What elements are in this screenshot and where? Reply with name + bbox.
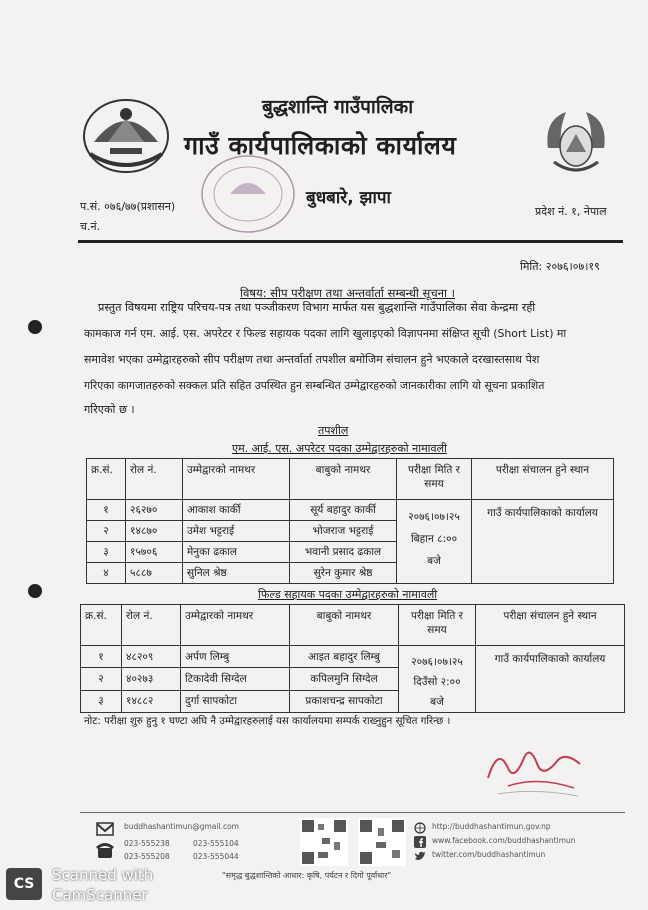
nepal-emblem-logo xyxy=(80,92,172,176)
office-stamp xyxy=(196,150,300,240)
cell-sn: ३ xyxy=(87,542,126,563)
cell-father: सूर्य बहादुर कार्की xyxy=(290,500,397,521)
table2-title: फिल्ड सहायक पदका उम्मेद्वारहरुको नामावली xyxy=(258,588,438,601)
cell-father: प्रकाशचन्द्र सापकोटा xyxy=(290,690,399,712)
table1-title: एम. आई. एस. अपरेटर पदका उम्मेद्वारहरुको नामावली xyxy=(232,442,447,455)
punch-hole xyxy=(28,320,42,334)
notice-subject: विषय: सीप परीक्षण तथा अन्तर्वार्ता सम्बन्धी सूचना । xyxy=(240,286,455,300)
cell-roll: १५७०६ xyxy=(126,542,183,563)
table-row xyxy=(87,500,614,521)
cell-candidate: टिकादेवी सिग्देल xyxy=(181,668,290,690)
cell-roll: ४८२०९ xyxy=(122,646,181,668)
notice-date: मिति: २०७६।०७।१९ xyxy=(520,260,600,273)
office-name: गाउँ कार्यपालिकाको कार्यालय xyxy=(184,131,457,160)
notice-note: नोट: परीक्षा शुरु हुनु १ घण्टा अघि नै उम्मेद्वारहरुलाई यस कार्यालयमा सम्पर्क राख्नुहुन सूचित गरिन्छ । xyxy=(84,716,451,727)
header-cell: क्र.सं. xyxy=(87,459,126,500)
reference-number: प.सं. ०७६/७७(प्रशासन) xyxy=(80,200,176,213)
cell-sn: ४ xyxy=(87,563,126,584)
exam-suffix: बजे xyxy=(427,555,441,567)
header-cell: क्र.सं. xyxy=(81,605,122,646)
twitter-icon xyxy=(414,850,426,862)
footer-website: http://buddhashantimun.gov.np xyxy=(432,822,551,831)
cell-roll: १४८७० xyxy=(126,521,183,542)
exam-clock: बिहान ८:०० xyxy=(410,533,458,545)
cell-candidate: उमेश भट्टराई xyxy=(183,521,290,542)
footer-facebook: www.facebook.com/buddhashantimun xyxy=(432,836,576,845)
dispatch-number: च.नं. xyxy=(80,220,101,233)
camscanner-logo: CS xyxy=(6,868,42,900)
cell-roll: ५८८७ xyxy=(126,563,183,584)
watermark-line2: CamScanner xyxy=(52,886,148,904)
municipality-logo xyxy=(540,108,612,178)
table-row xyxy=(81,646,625,668)
footer-twitter: twitter.com/buddhashantimun xyxy=(432,850,546,859)
body-line: समावेश भएका उम्मेद्वारहरुको सीप परीक्षण तथा अन्तर्वार्ता तपशील बमोजिम संचालन हुने भएकाले दरखास्तसाथ पेश xyxy=(84,353,540,366)
table-header-row xyxy=(87,459,614,500)
signature xyxy=(478,738,590,802)
footer-phone: 023-555104 xyxy=(193,839,239,848)
details-heading: तपशील xyxy=(318,424,349,437)
header-cell: परीक्षा संचालन हुने स्थान xyxy=(472,459,614,500)
footer-divider xyxy=(80,812,625,813)
qr-code xyxy=(300,818,348,866)
footer-slogan: "समृद्ध बुद्धशान्तिको आधार: कृषि, पर्यटन र दिगो पूर्वाधार" xyxy=(222,871,392,880)
table-header-row xyxy=(81,605,625,646)
cell-father: भवानी प्रसाद ढकाल xyxy=(290,542,397,563)
mail-icon xyxy=(96,822,114,836)
footer-phone: 023-555208 xyxy=(124,852,170,861)
phone-icon xyxy=(96,842,114,860)
exam-suffix: बजे xyxy=(430,696,444,708)
cell-candidate: दुर्गा सापकोटा xyxy=(181,690,290,712)
cell-sn: ३ xyxy=(81,690,122,712)
cell-father: कपिलमुनि सिग्देल xyxy=(290,668,399,690)
globe-icon xyxy=(414,822,426,834)
mis-operator-table xyxy=(86,458,614,584)
header-cell: परीक्षा मिति र समय xyxy=(399,605,476,646)
header-cell: परीक्षा मिति र समय xyxy=(397,459,472,500)
field-assistant-table xyxy=(80,604,625,713)
cell-candidate: अर्पण लिम्बु xyxy=(181,646,290,668)
cell-sn: २ xyxy=(81,668,122,690)
body-line: कामकाज गर्न एम. आई. एस. अपरेटर र फिल्ड सहायक पदका लागि खुलाइएको विज्ञापनमा संक्षिप्त सूची (Short List) मा xyxy=(84,327,567,340)
header-cell: परीक्षा संचालन हुने स्थान xyxy=(476,605,625,646)
body-line: प्रस्तुत विषयमा राष्ट्रिय परिचय-पत्र तथा पञ्जीकरण विभाग मार्फत यस बुद्धशान्ति गाउँपालिका सेवा केन्द्रमा रही xyxy=(98,301,536,314)
header-cell: रोल नं. xyxy=(122,605,181,646)
cell-venue: गाउँ कार्यपालिकाको कार्यालय xyxy=(472,500,614,584)
cell-father: आइत बहादुर लिम्बु xyxy=(290,646,399,668)
header-cell: बाबुको नामथर xyxy=(290,605,399,646)
punch-hole xyxy=(28,584,42,598)
exam-date: २०७६।०७।२५ xyxy=(411,656,463,668)
cell-sn: १ xyxy=(87,500,126,521)
cell-exam-time xyxy=(397,500,472,584)
cell-exam-time xyxy=(399,646,476,713)
cell-candidate: सुनिल श्रेष्ठ xyxy=(183,563,290,584)
cell-sn: २ xyxy=(87,521,126,542)
qr-code xyxy=(358,818,406,866)
cell-candidate: मेनुका ढकाल xyxy=(183,542,290,563)
header-cell: बाबुको नामथर xyxy=(290,459,397,500)
body-line: गरिएका कागजातहरुको सक्कल प्रति सहित उपस्थित हुन सम्बन्धित उम्मेद्वारहरुको जानकारीका लागि यो सूचना प्रकाशित xyxy=(84,379,545,392)
footer-phone: 023-555238 xyxy=(124,839,170,848)
province-label: प्रदेश नं. १, नेपाल xyxy=(535,205,607,218)
cell-roll: १४८८२ xyxy=(122,690,181,712)
cell-candidate: आकाश कार्की xyxy=(183,500,290,521)
office-location: बुधबारे, झापा xyxy=(306,188,391,208)
body-line: गरिएको छ । xyxy=(84,403,135,416)
cell-father: सुरेन कुमार श्रेष्ठ xyxy=(290,563,397,584)
cell-roll: २६२७० xyxy=(126,500,183,521)
footer-email: buddhashantimun@gmail.com xyxy=(124,822,239,831)
cell-sn: १ xyxy=(81,646,122,668)
header-cell: रोल नं. xyxy=(126,459,183,500)
header-cell: उम्मेद्वारको नामथर xyxy=(183,459,290,500)
exam-date: २०७६।०७।२५ xyxy=(408,511,460,523)
watermark-line1: Scanned with xyxy=(52,866,154,884)
header-cell: उम्मेद्वारको नामथर xyxy=(181,605,290,646)
cell-father: भोजराज भट्टराई xyxy=(290,521,397,542)
exam-clock: दिउँसो २:०० xyxy=(413,676,461,688)
header-divider xyxy=(78,240,623,243)
cell-roll: ४०२७३ xyxy=(122,668,181,690)
facebook-icon xyxy=(414,836,426,848)
municipality-name: बुद्धशान्ति गाउँपालिका xyxy=(262,96,414,118)
footer-phone: 023-555044 xyxy=(193,852,239,861)
cell-venue: गाउँ कार्यपालिकाको कार्यालय xyxy=(476,646,625,713)
